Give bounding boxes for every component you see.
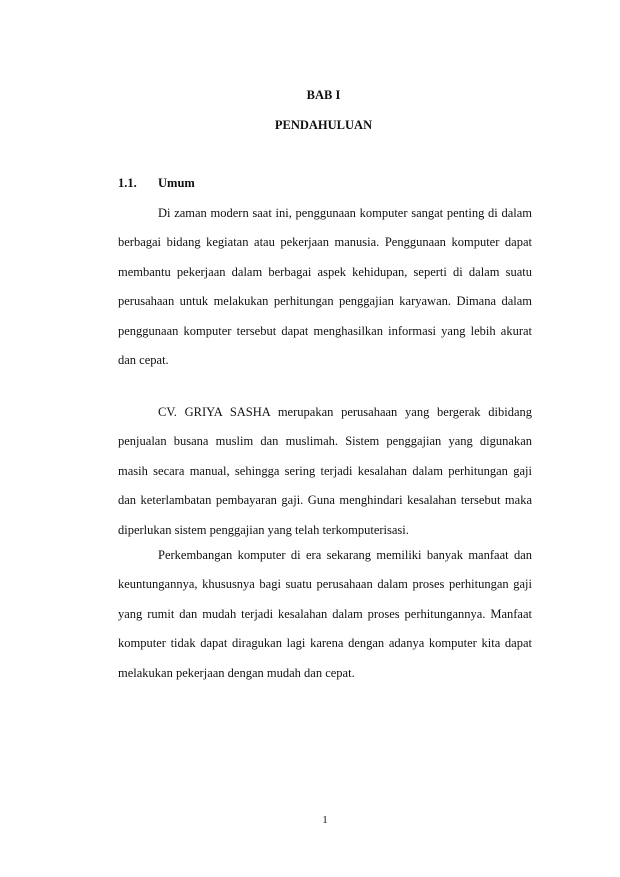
paragraph: Perkembangan komputer di era sekarang memiliki banyak manfaat dan keuntungannya, khususnya bagi suatu perusahaan dalam proses perhitungan gaji yang rumit dan mudah terjadi kesalahan dalam proses perhitungannya. Manfaat komputer tidak dapat diragukan lagi karena dengan adanya komputer kita dapat melakukan pekerjaan dengan mudah dan cepat. xyxy=(118,548,532,680)
page-number: 1 xyxy=(322,814,328,826)
paragraph: Di zaman modern saat ini, penggunaan komputer sangat penting di dalam berbagai bidang kegiatan atau pekerjaan manusia. Penggunaan komputer dapat membantu pekerjaan dalam berbagai aspek kehidupan, seperti di dalam suatu perusahaan untuk melakukan perhitungan penggajian karyawan. Dimana dalam penggunaan komputer tersebut dapat menghasilkan informasi yang lebih akurat dan cepat. xyxy=(118,206,532,368)
chapter-label: BAB I xyxy=(306,88,341,102)
paragraph-1-block xyxy=(118,199,532,375)
paragraph: CV. GRIYA SASHA merupakan perusahaan yang bergerak dibidang penjualan busana muslim dan muslimah. Sistem penggajian yang digunakan masih secara manual, sehingga sering terjadi kesalahan dalam perhitungan gaji dan keterlambatan pembayaran gaji. Guna menghindari kesalahan tersebut maka diperlukan sistem penggajian yang telah terkomputerisasi. xyxy=(118,405,532,537)
section-title: Umum xyxy=(158,176,195,190)
section-number: 1.1. xyxy=(118,176,137,190)
paragraph-2-block xyxy=(118,398,532,545)
section-heading xyxy=(118,176,195,191)
chapter-title: PENDAHULUAN xyxy=(274,118,373,132)
paragraph-3-block xyxy=(118,541,532,688)
